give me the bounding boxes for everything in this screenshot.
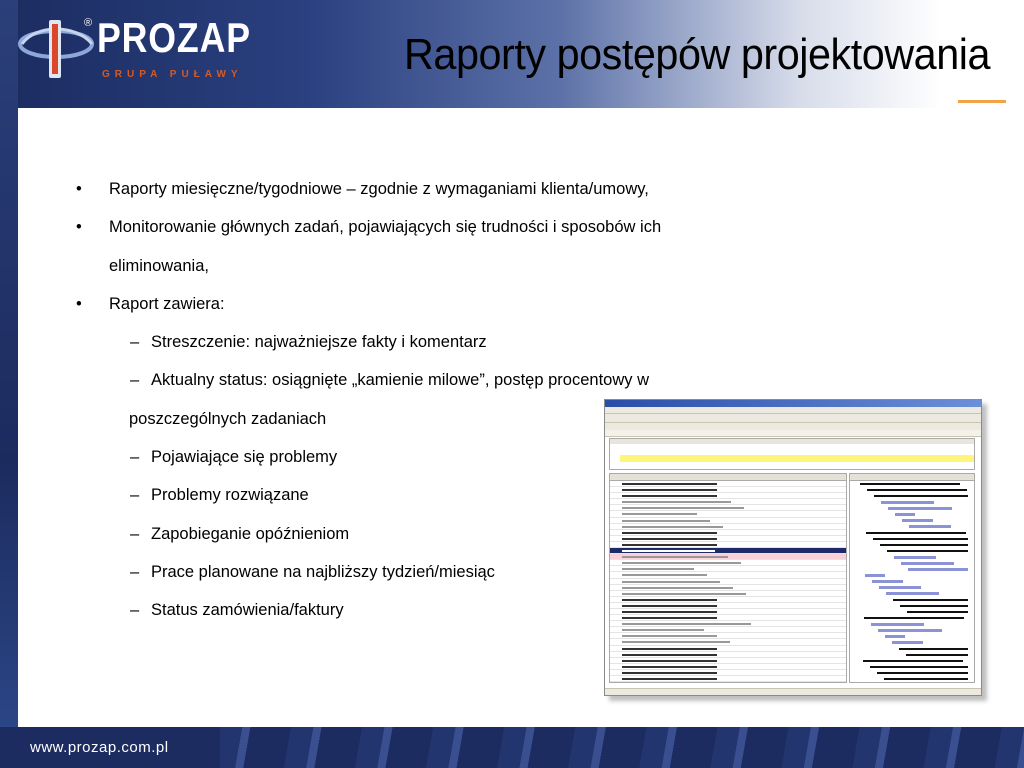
gantt-bar: [908, 568, 968, 571]
gantt-bar: [880, 544, 968, 546]
grid-row-text: [622, 495, 717, 497]
gantt-bar: [886, 592, 939, 595]
sub-item-text: Zapobieganie opóźnieniom: [151, 524, 350, 543]
sub-item-text: Aktualny status: osiągnięte „kamienie milowe”, postęp procentowy w: [151, 371, 649, 390]
sub-item-text: Problemy rozwiązane: [151, 486, 309, 505]
grid-row-text: [622, 550, 715, 552]
screenshot-titlebar: [605, 400, 981, 407]
gantt-rows: [850, 481, 974, 682]
registered-mark: ®: [84, 17, 93, 29]
grid-row-text: [622, 538, 717, 540]
sub-item: [70, 361, 790, 399]
screenshot-statusbar: [605, 688, 981, 695]
gantt-bar: [860, 483, 960, 485]
gantt-bar: [879, 586, 921, 589]
gantt-bar: [866, 532, 966, 534]
timeline-progress: [620, 455, 974, 462]
gantt-bar: [870, 666, 968, 668]
gantt-bar: [872, 580, 903, 583]
grid-row-text: [622, 526, 723, 528]
dash-marker: –: [130, 333, 140, 352]
grid-row-text: [622, 641, 730, 643]
grid-rows: [610, 481, 846, 682]
grid-row-text: [622, 660, 717, 662]
grid-row-text: [622, 599, 717, 601]
gantt-bar: [907, 611, 968, 613]
sub-item-text: Status zamówienia/faktury: [151, 601, 344, 620]
sub-item: [70, 323, 790, 361]
gantt-bar: [895, 513, 915, 516]
grid-row-text: [622, 544, 717, 546]
gantt-bar: [901, 562, 954, 565]
gantt-bar: [906, 654, 968, 656]
grid-row-text: [622, 501, 731, 503]
bullet-item: • Raporty miesięczne/tygodniowe – zgodnie z wymaganiami klienta/umowy,: [70, 170, 790, 208]
grid-row-text: [622, 654, 717, 656]
sub-item-text: Prace planowane na najbliższy tydzień/miesiąc: [151, 562, 495, 581]
footer-url: www.prozap.com.pl: [30, 739, 169, 756]
grid-row-text: [622, 513, 697, 515]
grid-row-text: [622, 629, 704, 631]
grid-row-text: [622, 648, 717, 650]
dash-marker: –: [130, 562, 140, 581]
bullet-item: • Monitorowanie głównych zadań, pojawiających się trudności i sposobów ich: [70, 208, 790, 246]
gantt-bar: [873, 538, 968, 540]
sub-item-text: Streszczenie: najważniejsze fakty i komentarz: [151, 333, 487, 352]
gantt-bar: [902, 519, 933, 522]
screenshot-timeline: [609, 438, 975, 470]
gantt-header: [850, 474, 974, 481]
gantt-bar: [892, 641, 923, 644]
grid-row-text: [622, 593, 746, 595]
gantt-bar: [877, 672, 968, 674]
grid-row-text: [622, 556, 728, 558]
grid-row-text: [622, 617, 717, 619]
logo-subtitle: GRUPA PUŁAWY: [102, 69, 243, 80]
gantt-bar: [863, 660, 963, 662]
grid-row: [610, 676, 846, 682]
gantt-bar: [885, 635, 905, 638]
gantt-bar: [881, 501, 934, 504]
grid-row-text: [622, 574, 707, 576]
bullet-item: • Raport zawiera:: [70, 285, 790, 323]
grid-row-text: [622, 507, 744, 509]
grid-row-text: [622, 623, 751, 625]
grid-row-text: [622, 587, 733, 589]
sub-item-text: Pojawiające się problemy: [151, 448, 338, 467]
gantt-bar: [887, 550, 968, 552]
grid-row-text: [622, 672, 717, 674]
grid-row-text: [622, 568, 694, 570]
gantt-bar: [888, 507, 952, 510]
dash-marker: –: [130, 486, 140, 505]
grid-row-text: [622, 605, 717, 607]
grid-row-text: [622, 678, 717, 680]
gantt-bar: [867, 489, 967, 491]
grid-row-text: [622, 489, 717, 491]
gantt-bar: [864, 617, 964, 619]
grid-row-text: [622, 483, 717, 485]
grid-row-text: [622, 611, 717, 613]
timeline-header: [610, 439, 974, 444]
dash-marker: –: [130, 524, 140, 543]
gantt-bar: [871, 623, 924, 626]
screenshot-task-grid: [609, 473, 847, 683]
title-accent-rule: [958, 100, 1006, 103]
screenshot-toolbar: [605, 414, 981, 423]
gantt-bar: [909, 525, 951, 528]
grid-row-text: [622, 666, 717, 668]
footer-stripes: [220, 727, 1024, 768]
dash-marker: –: [130, 371, 140, 390]
screenshot-menubar: [605, 407, 981, 414]
screenshot-gantt-area: [849, 473, 975, 683]
gantt-bar: [899, 648, 968, 650]
grid-row-text: [622, 581, 720, 583]
gantt-row: [850, 676, 974, 682]
gantt-bar: [874, 495, 968, 497]
grid-row-text: [622, 532, 717, 534]
left-decor-bar: [0, 0, 18, 768]
gantt-bar: [884, 678, 968, 680]
dash-marker: –: [130, 601, 140, 620]
grid-row-text: [622, 562, 741, 564]
gantt-bar: [893, 599, 968, 601]
sub-item-continuation: poszczególnych zadaniach: [129, 409, 327, 428]
grid-row-text: [622, 635, 717, 637]
logo-mark-icon: [16, 14, 106, 94]
gantt-bar: [878, 629, 942, 632]
screenshot-subtabs: [605, 430, 981, 437]
grid-header: [610, 474, 846, 481]
grid-row-text: [622, 520, 710, 522]
dash-marker: –: [130, 448, 140, 467]
gantt-bar: [865, 574, 885, 577]
gantt-chart-screenshot: [604, 399, 982, 696]
gantt-bar: [894, 556, 936, 559]
bullet-continuation: eliminowania,: [109, 256, 209, 275]
logo-wordmark: PROZAP: [97, 14, 251, 61]
gantt-bar: [900, 605, 968, 607]
screenshot-tabs: [605, 423, 981, 430]
slide-title: Raporty postępów projektowania: [404, 30, 990, 79]
